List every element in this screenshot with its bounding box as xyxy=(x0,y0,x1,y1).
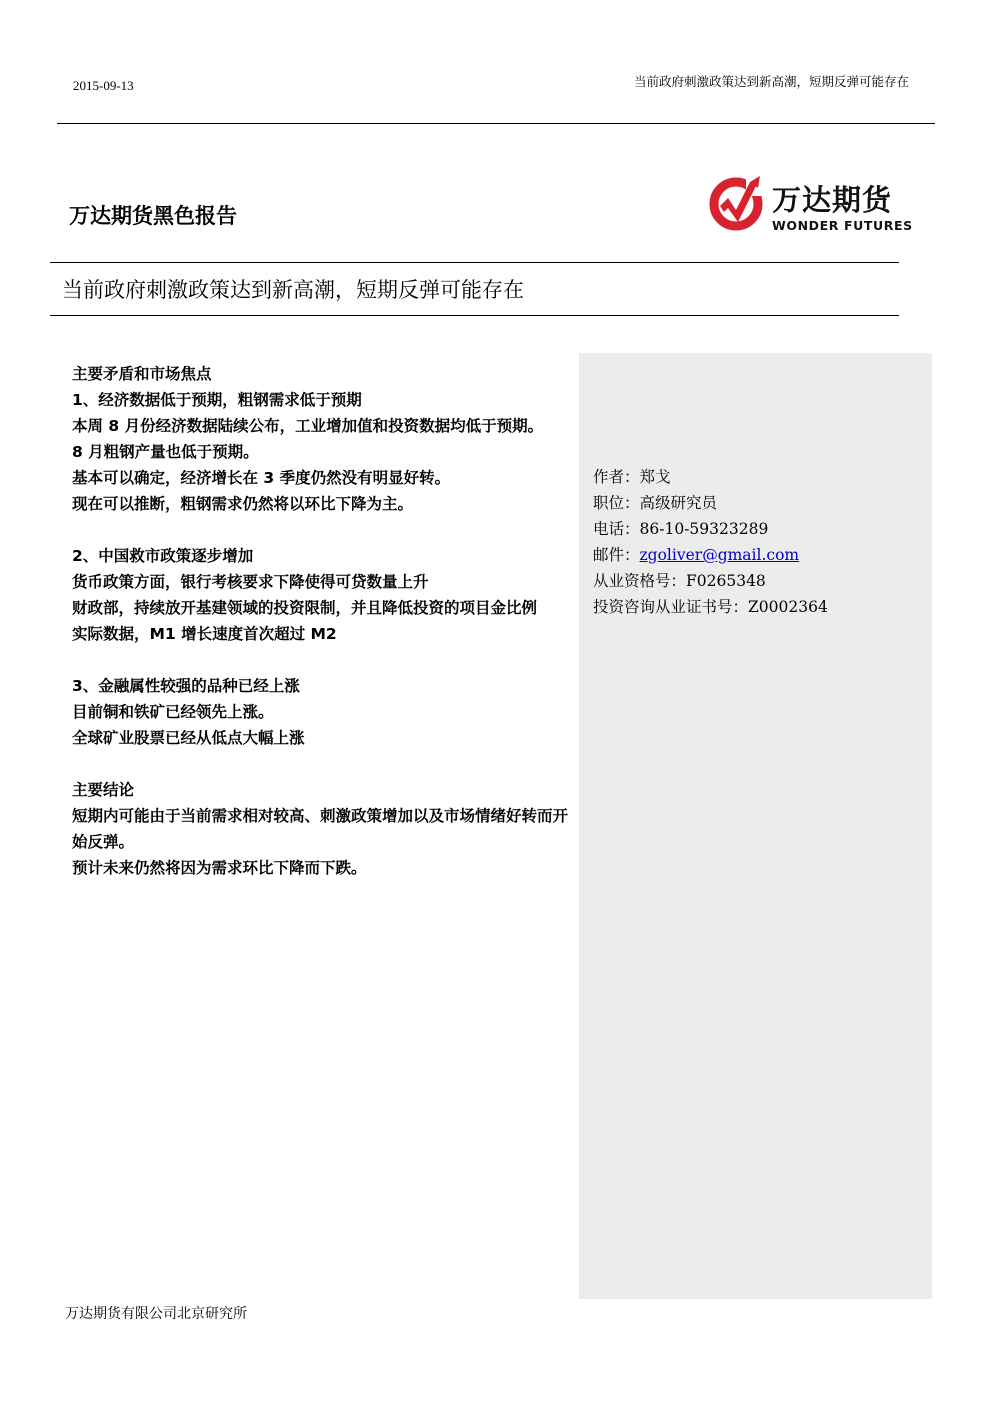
conclusion-line: 短期内可能由于当前需求相对较高、刺激政策增加以及市场情绪好转而开始反弹。 xyxy=(72,807,569,851)
conclusion-heading: 主要结论 xyxy=(72,781,135,799)
main-content xyxy=(72,361,572,881)
running-header-title: 当前政府刺激政策达到新高潮，短期反弹可能存在 xyxy=(633,74,909,89)
section-line: 财政部，持续放开基建领域的投资限制，并且降低投资的项目金比例 xyxy=(72,599,538,617)
section-line: 现在可以推断，粗钢需求仍然将以环比下降为主。 xyxy=(72,495,414,513)
consult-certificate-number: 投资咨询从业证书号：Z0002364 xyxy=(593,598,828,616)
main-heading: 主要矛盾和市场焦点 xyxy=(72,365,212,383)
section-line: 本周 8 月份经济数据陆续公布，工业增加值和投资数据均低于预期。 xyxy=(72,417,544,435)
author-email-row xyxy=(593,542,828,568)
email-label: 邮件： xyxy=(593,546,640,564)
qualification-number: 从业资格号：F0265348 xyxy=(593,572,766,590)
section-line: 全球矿业股票已经从低点大幅上涨 xyxy=(72,729,305,747)
report-title: 当前政府刺激政策达到新高潮，短期反弹可能存在 xyxy=(62,278,524,302)
author-contact xyxy=(593,464,828,620)
report-date: 2015-09-13 xyxy=(73,78,134,93)
header-divider xyxy=(57,123,935,124)
title-divider-top xyxy=(50,262,899,263)
logo-chinese-text: 万达期货 xyxy=(772,183,893,217)
section-line: 基本可以确定，经济增长在 3 季度仍然没有明显好转。 xyxy=(72,469,451,487)
conclusion-line: 预计未来仍然将因为需求环比下降而下跌。 xyxy=(72,859,367,877)
author-position: 职位：高级研究员 xyxy=(593,494,718,512)
section-title: 3、金融属性较强的品种已经上涨 xyxy=(72,677,300,695)
report-name: 万达期货黑色报告 xyxy=(69,204,237,228)
email-link[interactable]: zgoliver@gmail.com xyxy=(639,546,800,564)
logo-english-text: WONDER FUTURES xyxy=(772,218,913,233)
section-line: 实际数据，M1 增长速度首次超过 M2 xyxy=(72,625,337,643)
section-line: 8 月粗钢产量也低于预期。 xyxy=(72,443,259,461)
section-title: 2、中国救市政策逐步增加 xyxy=(72,547,254,565)
company-logo xyxy=(706,172,912,234)
section-line: 目前铜和铁矿已经领先上涨。 xyxy=(72,703,274,721)
section-title: 1、经济数据低于预期，粗钢需求低于预期 xyxy=(72,391,362,409)
wonder-logo-icon xyxy=(706,172,768,234)
title-divider-bottom xyxy=(50,315,899,316)
section-line: 货币政策方面，银行考核要求下降使得可贷数量上升 xyxy=(72,573,429,591)
footer-company: 万达期货有限公司北京研究所 xyxy=(65,1306,247,1322)
author-name: 作者：郑戈 xyxy=(593,468,671,486)
author-phone: 电话：86-10-59323289 xyxy=(593,520,769,538)
